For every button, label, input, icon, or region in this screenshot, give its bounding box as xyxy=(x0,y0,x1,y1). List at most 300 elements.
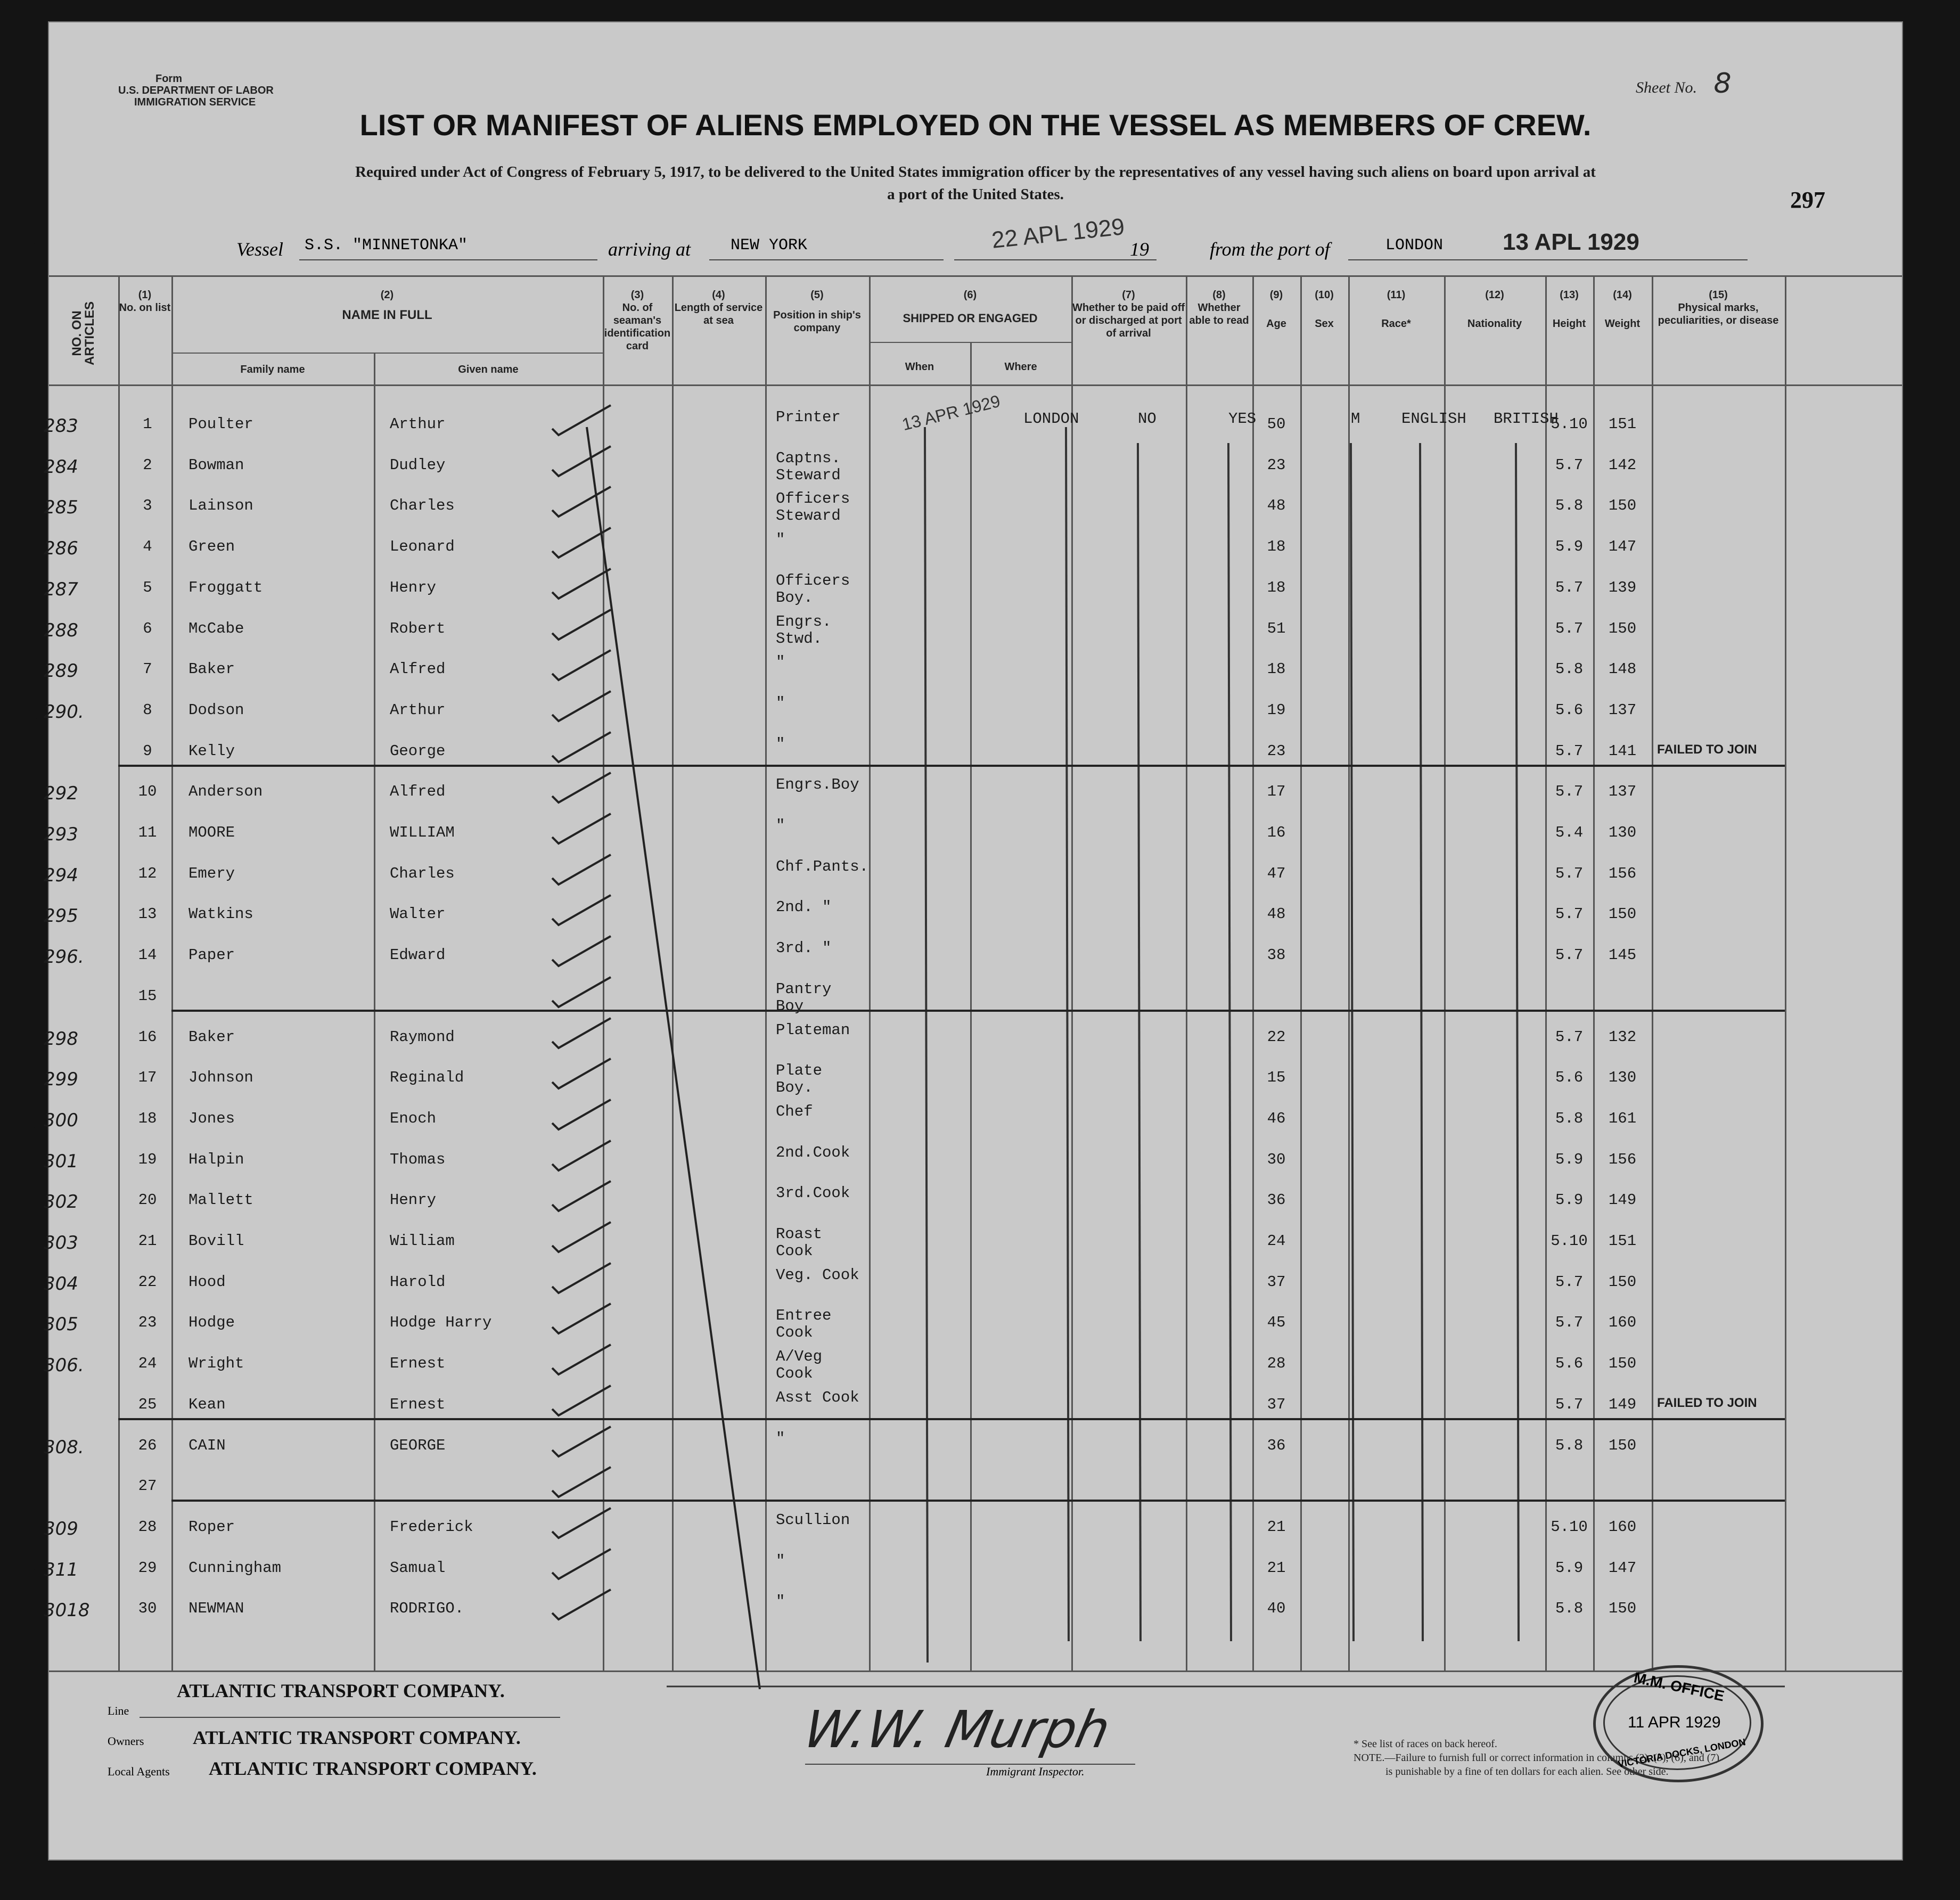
position: 2nd. " xyxy=(776,898,832,916)
col-8-label: Whether able to read xyxy=(1189,302,1249,326)
footer-note-3: is punishable by a fine of ten dollars for each alien. See other side. xyxy=(1385,1766,1669,1778)
check-mark-icon xyxy=(547,1587,616,1625)
weight: 141 xyxy=(1608,742,1637,760)
check-mark-icon xyxy=(547,1179,616,1216)
family-name: Bowman xyxy=(188,456,244,474)
age: 38 xyxy=(1267,946,1286,964)
age: 50 xyxy=(1267,415,1286,433)
check-mark-icon xyxy=(547,648,616,685)
family-name: Dodson xyxy=(188,701,244,719)
weight: 145 xyxy=(1608,946,1637,964)
given-name: Walter xyxy=(390,905,446,923)
weight: 130 xyxy=(1608,824,1637,841)
sheet-value: 8 xyxy=(1713,68,1732,100)
department-label: U.S. DEPARTMENT OF LABOR xyxy=(118,85,274,96)
age: 48 xyxy=(1267,497,1286,515)
given-name: Henry xyxy=(390,578,437,596)
punch-hole xyxy=(11,1568,45,1602)
age: 47 xyxy=(1267,864,1286,882)
height: 5.4 xyxy=(1555,824,1584,841)
row-number: 23 xyxy=(138,1314,157,1332)
weight: 150 xyxy=(1608,1436,1637,1454)
height: 5.7 xyxy=(1555,905,1584,923)
check-mark-icon xyxy=(547,1261,616,1298)
col-articles: NO. ON ARTICLES xyxy=(70,301,97,365)
weight: 149 xyxy=(1608,1395,1637,1413)
check-mark-icon xyxy=(547,771,616,808)
height: 5.7 xyxy=(1555,619,1584,637)
vessel-name: S.S. "MINNETONKA" xyxy=(305,236,468,255)
weight: 160 xyxy=(1608,1314,1637,1332)
check-mark-icon xyxy=(547,853,616,890)
footer-owners-label: Owners xyxy=(108,1734,144,1748)
position: Engrs. Stwd. xyxy=(776,612,832,648)
family-name: Johnson xyxy=(188,1069,253,1087)
remark: FAILED TO JOIN xyxy=(1657,1395,1757,1410)
from-port: LONDON xyxy=(1385,236,1444,255)
height: 5.6 xyxy=(1555,1355,1584,1373)
row-number: 6 xyxy=(143,619,152,637)
col-10-num: (10) xyxy=(1315,289,1334,301)
footer-agents: ATLANTIC TRANSPORT COMPANY. xyxy=(209,1758,537,1779)
check-mark-icon xyxy=(547,1465,616,1502)
row-number: 4 xyxy=(143,538,152,556)
height: 5.8 xyxy=(1555,497,1584,515)
check-mark-icon xyxy=(547,689,616,726)
age: 36 xyxy=(1267,1191,1286,1209)
col-2-family: Family name xyxy=(240,364,305,375)
given-name: Edward xyxy=(390,946,446,964)
family-name: MOORE xyxy=(188,824,235,841)
row-number: 27 xyxy=(138,1477,157,1495)
col-7-num: (7) xyxy=(1122,289,1135,301)
col-9-num: (9) xyxy=(1269,289,1283,301)
article-number: 306. xyxy=(44,1355,84,1377)
check-mark-icon xyxy=(547,1057,616,1094)
check-mark-icon xyxy=(547,975,616,1012)
family-name: Kelly xyxy=(188,742,235,760)
family-name: Hood xyxy=(188,1273,226,1291)
position: Pantry Boy xyxy=(776,980,832,1015)
check-mark-icon xyxy=(547,1506,616,1543)
family-name: CAIN xyxy=(188,1436,226,1454)
article-number: 294 xyxy=(44,864,78,886)
article-number: 300 xyxy=(44,1109,78,1131)
office-stamp-date: 11 APR 1929 xyxy=(1628,1714,1721,1731)
row-number: 2 xyxy=(143,456,152,474)
age: 15 xyxy=(1267,1069,1286,1087)
col-3-num: (3) xyxy=(630,289,644,301)
col-10-label: Sex xyxy=(1315,318,1334,330)
service-label: IMMIGRATION SERVICE xyxy=(134,96,256,108)
age: 19 xyxy=(1267,701,1286,719)
nationality-value: BRITISH xyxy=(1494,410,1559,428)
article-number: 296. xyxy=(44,946,84,968)
weight: 150 xyxy=(1608,619,1637,637)
given-name: Robert xyxy=(390,619,446,637)
position: Plate Boy. xyxy=(776,1062,823,1097)
footer-note-2: NOTE.—Failure to furnish full or correct information in columns (2), (5), (6), and (7) xyxy=(1354,1752,1720,1764)
height: 5.8 xyxy=(1555,1109,1584,1127)
family-name: Baker xyxy=(188,660,235,678)
weight: 132 xyxy=(1608,1028,1637,1046)
position: Engrs.Boy xyxy=(776,776,859,794)
family-name: Halpin xyxy=(188,1150,244,1168)
col-2-label: NAME IN FULL xyxy=(342,308,432,322)
height: 5.7 xyxy=(1555,864,1584,882)
vessel-label: Vessel xyxy=(236,239,283,260)
given-name: Arthur xyxy=(390,701,446,719)
weight: 130 xyxy=(1608,1069,1637,1087)
remark: FAILED TO JOIN xyxy=(1657,742,1757,757)
height: 5.7 xyxy=(1555,578,1584,596)
article-number: 283 xyxy=(44,415,78,437)
family-name: Bovill xyxy=(188,1232,244,1250)
position: 3rd.Cook xyxy=(776,1184,850,1202)
height: 5.7 xyxy=(1555,742,1584,760)
height: 5.8 xyxy=(1555,660,1584,678)
col-1-label: No. on list xyxy=(119,302,171,314)
family-name: Hodge xyxy=(188,1314,235,1332)
col-13-num: (13) xyxy=(1560,289,1579,301)
age: 46 xyxy=(1267,1109,1286,1127)
age: 18 xyxy=(1267,538,1286,556)
col-3-label: No. of seaman's identification card xyxy=(604,302,671,352)
given-name: Henry xyxy=(390,1191,437,1209)
position: 3rd. " xyxy=(776,939,832,957)
check-mark-icon xyxy=(547,485,616,522)
check-mark-icon xyxy=(547,1016,616,1053)
position: Plateman xyxy=(776,1021,850,1039)
inspector-signature: W.W. Murph xyxy=(799,1700,1116,1759)
article-number: 289 xyxy=(44,660,78,682)
check-mark-icon xyxy=(547,1547,616,1584)
article-number: 292 xyxy=(44,783,78,805)
position: Chf.Pants. xyxy=(776,857,869,875)
position: " xyxy=(776,694,785,712)
col-6-when: When xyxy=(905,361,934,373)
position: Officers Boy. xyxy=(776,571,850,607)
col-13-label: Height xyxy=(1552,318,1586,330)
family-name: NEWMAN xyxy=(188,1600,244,1618)
check-mark-icon xyxy=(547,608,616,645)
height: 5.7 xyxy=(1555,1314,1584,1332)
col-7-label: Whether to be paid off or discharged at port of arrival xyxy=(1072,302,1185,339)
strike-line xyxy=(171,1500,1785,1502)
given-name: Leonard xyxy=(390,538,455,556)
age: 18 xyxy=(1267,660,1286,678)
age: 37 xyxy=(1267,1395,1286,1413)
article-number: 311 xyxy=(44,1559,78,1580)
weight: 160 xyxy=(1608,1518,1637,1536)
check-mark-icon xyxy=(547,567,616,604)
ditto-marks xyxy=(49,22,1902,1860)
row-number: 17 xyxy=(138,1069,157,1087)
weight: 137 xyxy=(1608,701,1637,719)
article-number: 298 xyxy=(44,1028,78,1050)
subtitle-line2: a port of the United States. xyxy=(887,186,1064,203)
given-name: Raymond xyxy=(390,1028,455,1046)
weight: 142 xyxy=(1608,456,1637,474)
row-number: 29 xyxy=(138,1559,157,1577)
check-mark-icon xyxy=(547,526,616,563)
age: 45 xyxy=(1267,1314,1286,1332)
row-number: 30 xyxy=(138,1600,157,1618)
page-number: 297 xyxy=(1790,187,1825,213)
family-name: Kean xyxy=(188,1395,226,1413)
article-number: 299 xyxy=(44,1069,78,1091)
departure-date-stamp: 13 APL 1929 xyxy=(1503,229,1639,255)
given-name: Charles xyxy=(390,864,455,882)
height: 5.7 xyxy=(1555,946,1584,964)
height: 5.7 xyxy=(1555,1028,1584,1046)
arriving-label: arriving at xyxy=(608,239,691,260)
row-number: 1 xyxy=(143,415,152,433)
position: " xyxy=(776,817,785,834)
row-number: 8 xyxy=(143,701,152,719)
given-name: Enoch xyxy=(390,1109,437,1127)
article-number: 288 xyxy=(44,619,78,641)
manifest-sheet xyxy=(44,21,1903,1861)
article-number: 303 xyxy=(44,1232,78,1254)
row-number: 20 xyxy=(138,1191,157,1209)
check-mark-icon xyxy=(547,730,616,767)
position: " xyxy=(776,735,785,753)
height: 5.9 xyxy=(1555,538,1584,556)
family-name: Watkins xyxy=(188,905,253,923)
age: 36 xyxy=(1267,1436,1286,1454)
row-number: 3 xyxy=(143,497,152,515)
given-name: Samual xyxy=(390,1559,446,1577)
row-number: 22 xyxy=(138,1273,157,1291)
article-number: 302 xyxy=(44,1191,78,1213)
family-name: Paper xyxy=(188,946,235,964)
page-title: LIST OR MANIFEST OF ALIENS EMPLOYED ON THE VESSEL AS MEMBERS OF CREW. xyxy=(359,108,1592,142)
punch-hole xyxy=(11,1126,45,1160)
col-4-label: Length of service at sea xyxy=(674,302,763,326)
row-number: 16 xyxy=(138,1028,157,1046)
family-name: McCabe xyxy=(188,619,244,637)
row-number: 7 xyxy=(143,660,152,678)
check-mark-icon xyxy=(547,1139,616,1176)
age: 40 xyxy=(1267,1600,1286,1618)
position: " xyxy=(776,1552,785,1570)
given-name: GEORGE xyxy=(390,1436,446,1454)
row-number: 26 xyxy=(138,1436,157,1454)
given-name: Thomas xyxy=(390,1150,446,1168)
check-mark-icon xyxy=(547,403,616,440)
weight: 151 xyxy=(1608,1232,1637,1250)
position: " xyxy=(776,653,785,671)
age: 23 xyxy=(1267,742,1286,760)
family-name: Green xyxy=(188,538,235,556)
col-11-num: (11) xyxy=(1387,289,1406,301)
weight: 147 xyxy=(1608,1559,1637,1577)
given-name: George xyxy=(390,742,446,760)
given-name: Alfred xyxy=(390,660,446,678)
height: 5.7 xyxy=(1555,456,1584,474)
height: 5.6 xyxy=(1555,1069,1584,1087)
age: 21 xyxy=(1267,1518,1286,1536)
height: 5.7 xyxy=(1555,783,1584,801)
position: Chef xyxy=(776,1102,813,1120)
office-stamp-top: M.M. OFFICE xyxy=(1632,1669,1726,1705)
punch-hole xyxy=(11,687,45,721)
weight: 150 xyxy=(1608,905,1637,923)
height: 5.9 xyxy=(1555,1150,1584,1168)
footer-note-1: * See list of races on back hereof. xyxy=(1354,1738,1497,1750)
check-mark-icon xyxy=(547,1098,616,1135)
col-14-label: Weight xyxy=(1604,318,1641,330)
family-name: Emery xyxy=(188,864,235,882)
article-number: 284 xyxy=(44,456,78,478)
row-number: 12 xyxy=(138,864,157,882)
race-value: ENGLISH xyxy=(1401,410,1466,428)
col-12-num: (12) xyxy=(1485,289,1504,301)
position: " xyxy=(776,1593,785,1611)
col-9-label: Age xyxy=(1266,318,1286,330)
article-number: 3018 xyxy=(44,1600,90,1621)
col-11-label: Race* xyxy=(1381,318,1411,330)
inspector-label: Immigrant Inspector. xyxy=(986,1765,1085,1778)
weight: 137 xyxy=(1608,783,1637,801)
position: Entree Cook xyxy=(776,1307,832,1342)
sheet-label: Sheet No. xyxy=(1636,79,1697,96)
arriving-port: NEW YORK xyxy=(731,236,808,255)
height: 5.10 xyxy=(1551,1232,1588,1250)
position: Roast Cook xyxy=(776,1225,823,1260)
article-number: 285 xyxy=(44,497,78,519)
check-mark-icon xyxy=(547,1342,616,1380)
row-number: 14 xyxy=(138,946,157,964)
weight: 156 xyxy=(1608,1150,1637,1168)
weight: 150 xyxy=(1608,497,1637,515)
position: " xyxy=(776,1429,785,1447)
height: 5.6 xyxy=(1555,701,1584,719)
strike-line xyxy=(171,1010,1785,1012)
age: 37 xyxy=(1267,1273,1286,1291)
office-stamp xyxy=(1593,1665,1764,1782)
office-stamp-bottom: VICTORIA DOCKS, LONDON xyxy=(1617,1737,1746,1770)
given-name: Charles xyxy=(390,497,455,515)
row-number: 18 xyxy=(138,1109,157,1127)
given-name: Alfred xyxy=(390,783,446,801)
row-number: 5 xyxy=(143,578,152,596)
given-name: Reginald xyxy=(390,1069,464,1087)
position: Veg. Cook xyxy=(776,1266,859,1284)
article-number: 290. xyxy=(44,701,84,723)
year-prefix: 19 xyxy=(1130,239,1149,260)
position: Captns. Steward xyxy=(776,449,841,484)
col-8-num: (8) xyxy=(1212,289,1226,301)
given-name: Dudley xyxy=(390,456,446,474)
age: 18 xyxy=(1267,578,1286,596)
row-number: 24 xyxy=(138,1355,157,1373)
check-mark-icon xyxy=(547,812,616,849)
weight: 150 xyxy=(1608,1600,1637,1618)
weight: 139 xyxy=(1608,578,1637,596)
age: 24 xyxy=(1267,1232,1286,1250)
punch-hole xyxy=(1922,1411,1956,1445)
strike-line xyxy=(118,765,1785,767)
height: 5.8 xyxy=(1555,1436,1584,1454)
article-number: 305 xyxy=(44,1314,78,1336)
sex-value: M xyxy=(1351,410,1360,428)
weight: 148 xyxy=(1608,660,1637,678)
height: 5.10 xyxy=(1551,415,1588,433)
position: 2nd.Cook xyxy=(776,1143,850,1161)
family-name: Baker xyxy=(188,1028,235,1046)
punch-hole xyxy=(1922,799,1956,833)
family-name: Jones xyxy=(188,1109,235,1127)
height: 5.10 xyxy=(1551,1518,1588,1536)
height: 5.9 xyxy=(1555,1559,1584,1577)
check-mark-icon xyxy=(547,1383,616,1421)
article-number: 295 xyxy=(44,905,78,927)
footer-agents-label: Local Agents xyxy=(108,1765,170,1778)
check-mark-icon xyxy=(547,444,616,481)
article-number: 301 xyxy=(44,1150,78,1172)
row-number: 11 xyxy=(138,824,157,841)
family-name: Froggatt xyxy=(188,578,263,596)
family-name: Mallett xyxy=(188,1191,253,1209)
weight: 161 xyxy=(1608,1109,1637,1127)
row-number: 21 xyxy=(138,1232,157,1250)
height: 5.7 xyxy=(1555,1395,1584,1413)
age: 21 xyxy=(1267,1559,1286,1577)
article-number: 286 xyxy=(44,538,78,560)
where-value: LONDON xyxy=(1023,410,1079,428)
given-name: Arthur xyxy=(390,415,446,433)
paid-off-value: NO xyxy=(1138,410,1157,428)
given-name: William xyxy=(390,1232,455,1250)
strike-line xyxy=(118,1418,1785,1420)
weight: 150 xyxy=(1608,1273,1637,1291)
footer-owners: ATLANTIC TRANSPORT COMPANY. xyxy=(193,1727,521,1748)
col-2-given: Given name xyxy=(458,364,519,375)
given-name: WILLIAM xyxy=(390,824,455,841)
row-number: 10 xyxy=(138,783,157,801)
check-mark-icon xyxy=(547,893,616,930)
row-number: 19 xyxy=(138,1150,157,1168)
col-6-where: Where xyxy=(1004,361,1037,373)
given-name: Ernest xyxy=(390,1395,446,1413)
age: 30 xyxy=(1267,1150,1286,1168)
punch-hole xyxy=(11,242,45,276)
weight: 150 xyxy=(1608,1355,1637,1373)
check-mark-icon xyxy=(547,934,616,971)
age: 16 xyxy=(1267,824,1286,841)
article-number: 309 xyxy=(44,1518,78,1539)
arrival-date-stamp: 22 APL 1929 xyxy=(990,214,1126,253)
age: 28 xyxy=(1267,1355,1286,1373)
check-mark-icon xyxy=(547,1301,616,1339)
able-to-read-value: YES xyxy=(1228,410,1257,428)
family-name: Cunningham xyxy=(188,1559,282,1577)
age: 23 xyxy=(1267,456,1286,474)
footer-line-label: Line xyxy=(108,1704,129,1717)
weight: 147 xyxy=(1608,538,1637,556)
article-number: 304 xyxy=(44,1273,78,1295)
age: 22 xyxy=(1267,1028,1286,1046)
row-number: 9 xyxy=(143,742,152,760)
col-6-num: (6) xyxy=(963,289,977,301)
article-number: 308. xyxy=(44,1436,84,1458)
col-1-num: (1) xyxy=(138,289,152,301)
given-name: Frederick xyxy=(390,1518,473,1536)
row-number: 25 xyxy=(138,1395,157,1413)
given-name: Ernest xyxy=(390,1355,446,1373)
